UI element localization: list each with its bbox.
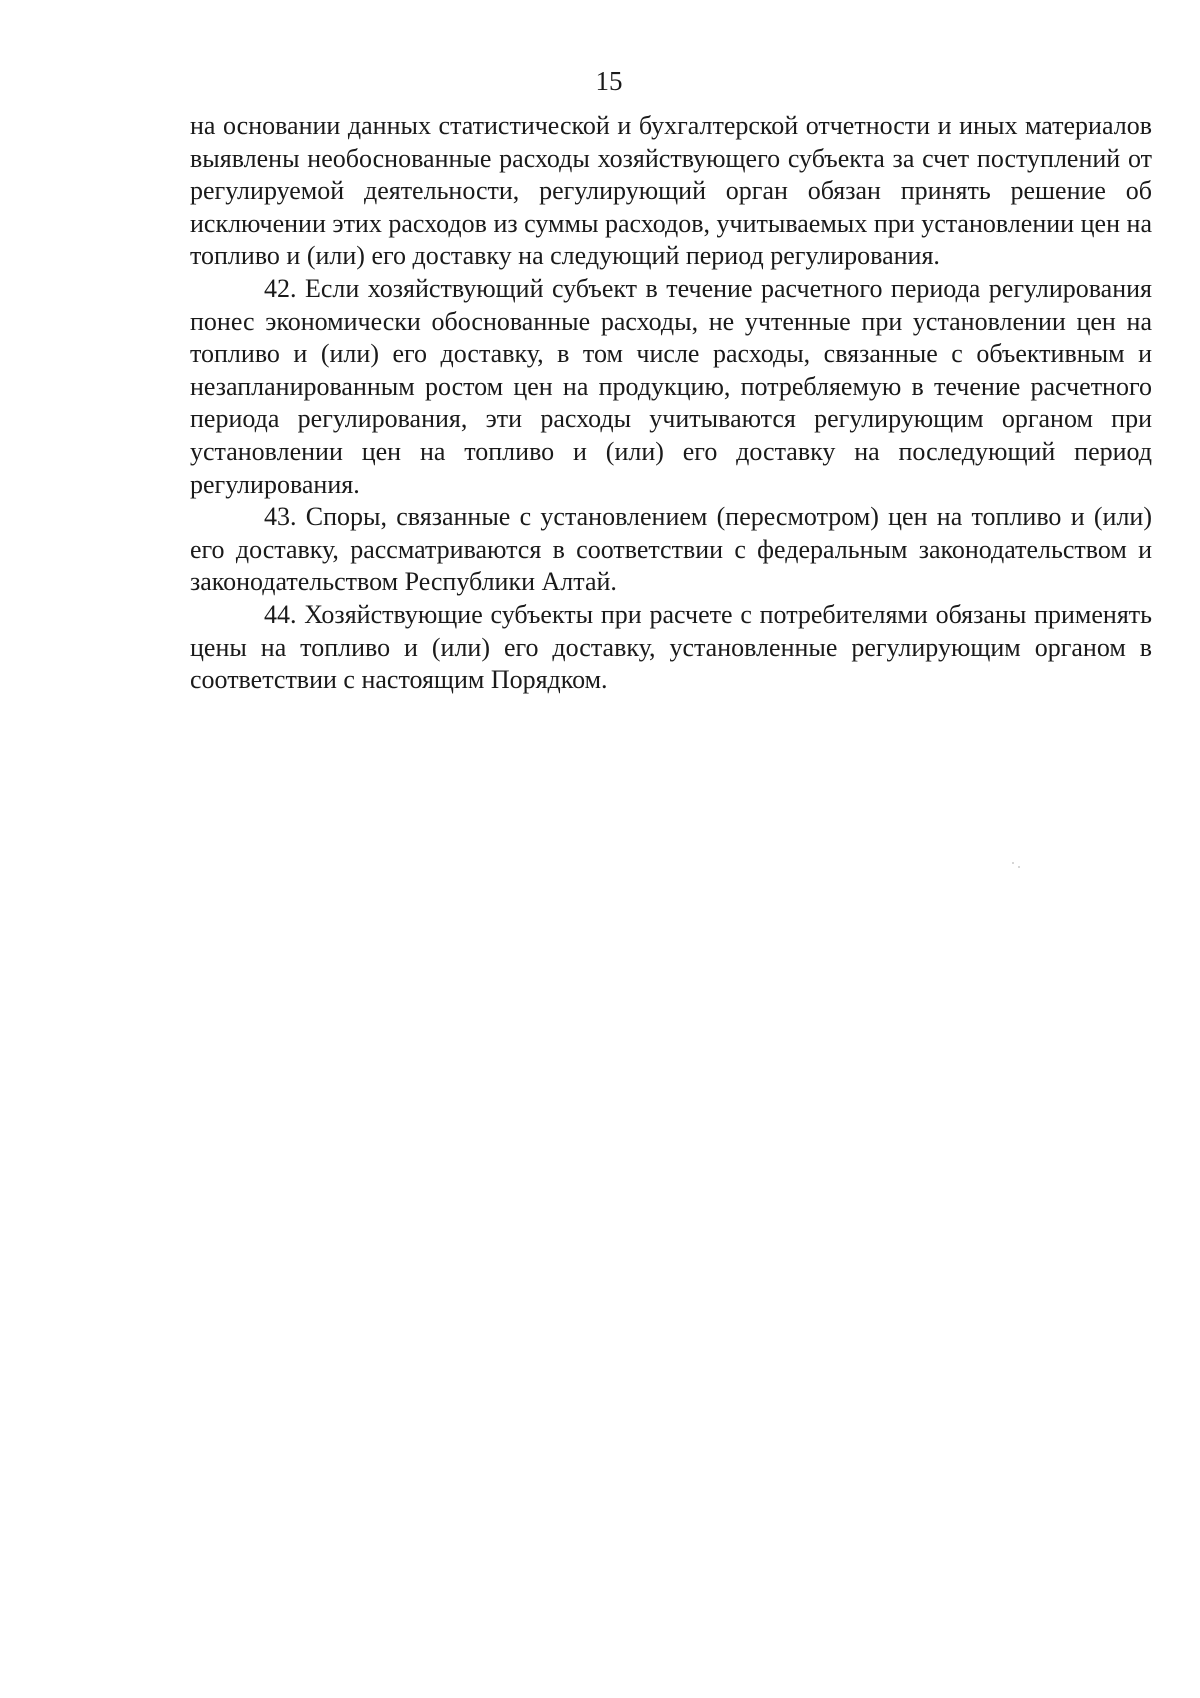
scan-speck <box>1018 866 1020 868</box>
paragraph-44: 44. Хозяйствующие субъекты при расчете с потребителями обязаны применять цены на топливо и (или) его доставку, установленные регулирующим органом в соответствии с настоящим Порядком. <box>190 599 1152 695</box>
paragraph-43: 43. Споры, связанные с установлением (пересмотром) цен на топливо и (или) его доставку, рассматриваются в соответствии с федеральным законодательством и законодательством Республики Алтай. <box>190 502 1152 597</box>
page-number: 15 <box>595 66 623 96</box>
document-body <box>190 110 1152 697</box>
paragraph-42: 42. Если хозяйствующий субъект в течение расчетного периода регулирования понес экономически обоснованные расходы, не учтенные при установлении цен на топливо и (или) его доставку, в том числе расходы, связанные с объективным и незапланированным ростом цен на продукцию, потребляемую в течение расчетного периода регулирования, эти расходы учитываются регулирующим органом при установлении цен на топливо и (или) его доставку на последующий период регулирования. <box>190 273 1152 499</box>
scan-speck <box>1012 862 1014 864</box>
paragraph-continuation: на основании данных статистической и бухгалтерской отчетности и иных материалов выявлены необоснованные расходы хозяйствующего субъекта за счет поступлений от регулируемой деятельности, регулирующий орган обязан принять решение об исключении этих расходов из суммы расходов, учитываемых при установлении цен на топливо и (или) его доставку на следующий период регулирования. <box>190 111 1152 271</box>
